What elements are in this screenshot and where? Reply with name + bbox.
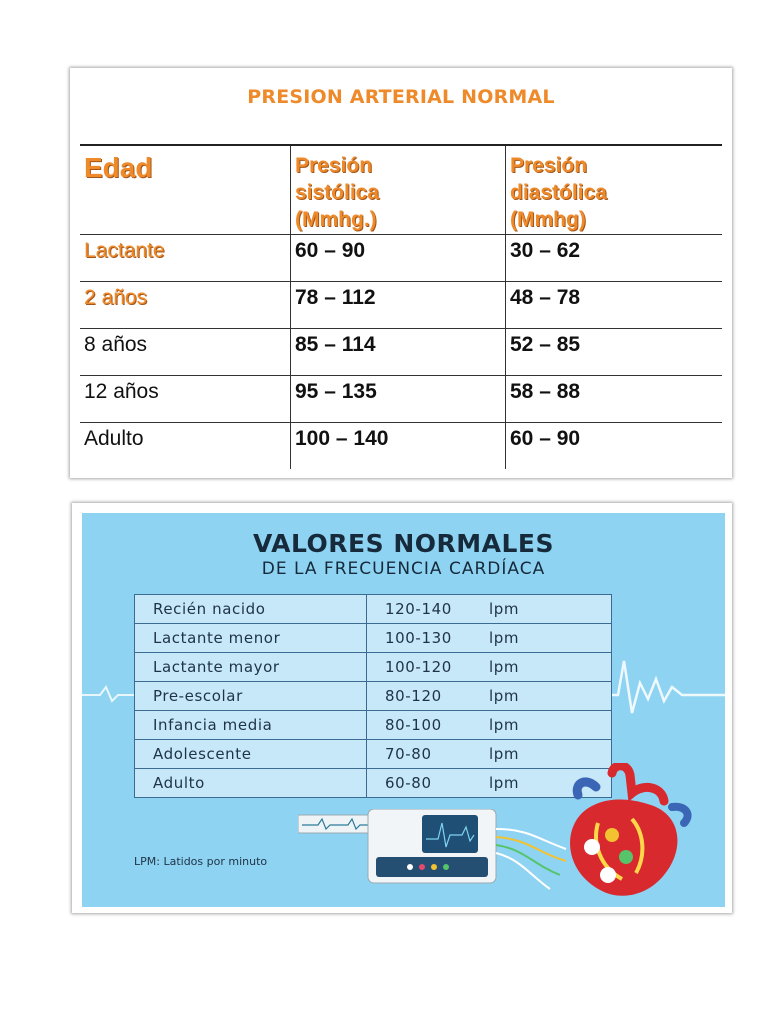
table-row bbox=[80, 329, 722, 376]
row-systolic: 85 – 114 bbox=[295, 333, 376, 356]
row-range: 100-130 bbox=[385, 629, 452, 647]
heart-rate-card bbox=[72, 503, 732, 913]
row-category: Adolescente bbox=[135, 740, 367, 769]
row-unit: lpm bbox=[489, 774, 520, 792]
table-row bbox=[135, 653, 612, 682]
table-row bbox=[80, 376, 722, 423]
table-row bbox=[80, 423, 722, 470]
table-row bbox=[80, 282, 722, 329]
row-systolic: 78 – 112 bbox=[295, 286, 376, 309]
blood-pressure-table bbox=[80, 144, 722, 469]
row-category: Adulto bbox=[135, 769, 367, 798]
row-range: 80-100 bbox=[385, 716, 442, 734]
table-row bbox=[135, 769, 612, 798]
ecg-wave-icon bbox=[82, 673, 142, 713]
table-row bbox=[135, 595, 612, 624]
heart-rate-footnote: LPM: Latidos por minuto bbox=[134, 855, 268, 868]
row-age: Adulto bbox=[84, 427, 144, 450]
row-unit: lpm bbox=[489, 629, 520, 647]
table-row bbox=[135, 682, 612, 711]
header-diastolic: Presión diastólica (Mmhg) bbox=[510, 154, 607, 231]
row-range: 120-140 bbox=[385, 600, 452, 618]
row-diastolic: 60 – 90 bbox=[510, 427, 581, 450]
heart-rate-panel bbox=[82, 513, 725, 907]
row-age: 2 años bbox=[84, 286, 148, 309]
header-age: Edad bbox=[84, 152, 153, 183]
table-row bbox=[135, 740, 612, 769]
table-row bbox=[135, 624, 612, 653]
row-category: Recién nacido bbox=[135, 595, 367, 624]
row-age: 8 años bbox=[84, 333, 148, 356]
heart-icon bbox=[552, 763, 702, 903]
ecg-monitor-icon bbox=[298, 809, 568, 899]
blood-pressure-card bbox=[70, 68, 732, 478]
row-systolic: 100 – 140 bbox=[295, 427, 389, 450]
row-diastolic: 48 – 78 bbox=[510, 286, 581, 309]
row-range: 70-80 bbox=[385, 745, 432, 763]
row-age: 12 años bbox=[84, 380, 159, 403]
blood-pressure-title: PRESION ARTERIAL NORMAL bbox=[247, 86, 555, 108]
row-unit: lpm bbox=[489, 716, 520, 734]
row-category: Infancia media bbox=[135, 711, 367, 740]
header-systolic: Presión sistólica (Mmhg.) bbox=[295, 154, 380, 231]
row-range: 80-120 bbox=[385, 687, 442, 705]
table-row bbox=[80, 235, 722, 282]
row-systolic: 60 – 90 bbox=[295, 239, 366, 262]
row-range: 60-80 bbox=[385, 774, 432, 792]
row-range: 100-120 bbox=[385, 658, 452, 676]
heart-rate-title: VALORES NORMALES bbox=[253, 529, 554, 558]
row-systolic: 95 – 135 bbox=[295, 380, 377, 403]
heart-rate-subtitle: DE LA FRECUENCIA CARDÍACA bbox=[261, 559, 546, 579]
row-diastolic: 30 – 62 bbox=[510, 239, 581, 262]
table-header-row bbox=[80, 145, 722, 235]
row-unit: lpm bbox=[489, 687, 520, 705]
row-diastolic: 52 – 85 bbox=[510, 333, 581, 356]
row-category: Lactante mayor bbox=[135, 653, 367, 682]
row-unit: lpm bbox=[489, 600, 520, 618]
row-age: Lactante bbox=[84, 239, 165, 262]
heart-rate-table bbox=[134, 594, 612, 798]
ecg-wave-icon bbox=[612, 653, 725, 723]
row-category: Pre-escolar bbox=[135, 682, 367, 711]
table-row bbox=[135, 711, 612, 740]
row-diastolic: 58 – 88 bbox=[510, 380, 581, 403]
row-unit: lpm bbox=[489, 658, 520, 676]
row-category: Lactante menor bbox=[135, 624, 367, 653]
row-unit: lpm bbox=[489, 745, 520, 763]
